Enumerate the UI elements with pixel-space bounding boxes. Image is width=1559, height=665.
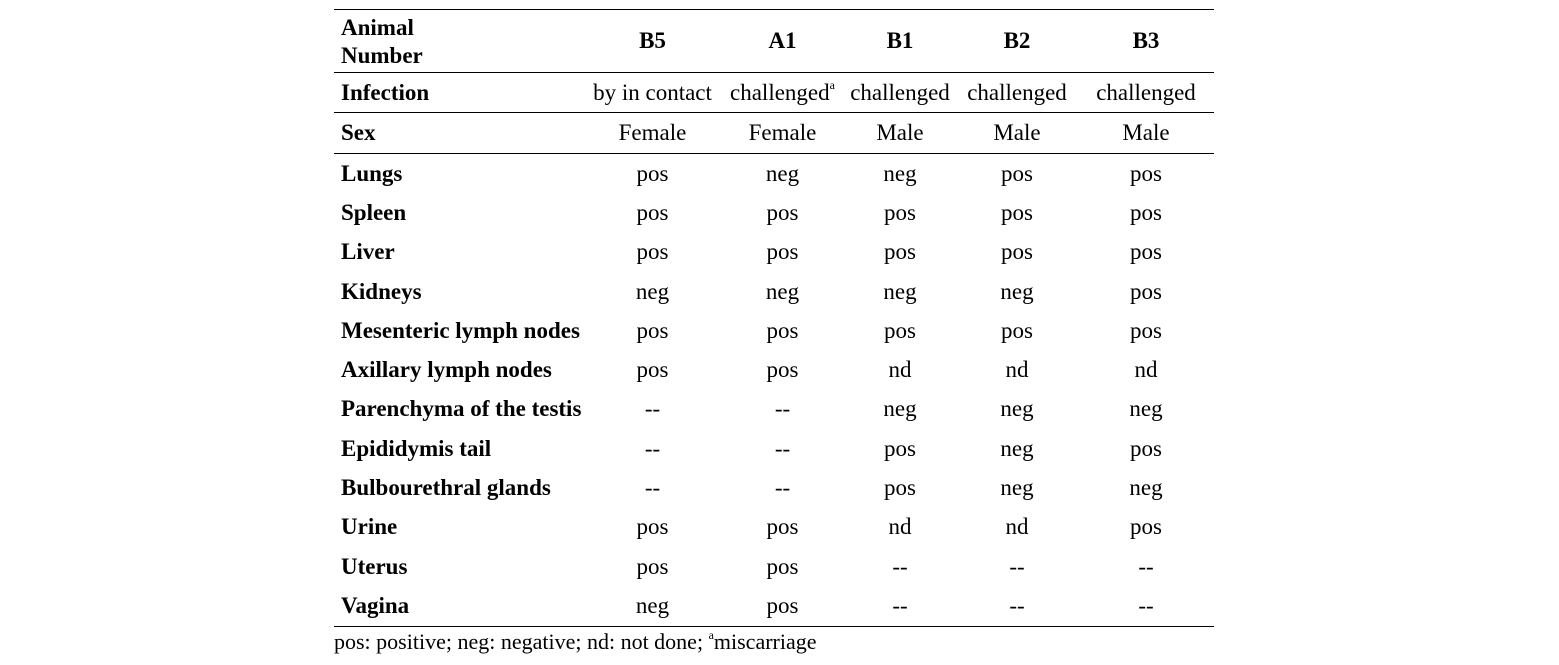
- cell-b5: pos: [636, 160, 669, 186]
- cell-b3: --: [1078, 586, 1214, 626]
- cell-a1: neg: [765, 278, 800, 304]
- cell-a1: --: [774, 475, 791, 501]
- results-table-container: [334, 9, 1214, 627]
- cell-b3: pos: [1130, 514, 1162, 540]
- cell-b2: neg: [1000, 396, 1034, 422]
- cell-b1: pos: [884, 317, 916, 343]
- cell-b3: pos: [1130, 317, 1162, 343]
- table-row: [334, 233, 1214, 272]
- cell-b2: nd: [1005, 357, 1029, 383]
- cell-b5: pos: [636, 357, 669, 383]
- row-label: Spleen: [341, 199, 407, 225]
- cell-b5: neg: [635, 278, 670, 304]
- cell-b5: pos: [636, 514, 669, 540]
- table-row: [334, 311, 1214, 350]
- row-label: Urine: [341, 514, 398, 540]
- infection-a1: [721, 73, 844, 113]
- sex-label: Sex: [334, 113, 584, 154]
- sex-row: [334, 113, 1214, 154]
- infection-row: [334, 73, 1214, 113]
- row-label: Vagina: [334, 586, 584, 626]
- cell-b3: neg: [1129, 396, 1163, 422]
- table-footnote: [334, 629, 817, 655]
- column-header-b5: B5: [584, 10, 721, 73]
- row-label: Axillary lymph nodes: [341, 357, 552, 383]
- header-row: [334, 10, 1214, 73]
- animal-number-header: [334, 10, 584, 73]
- row-label: Parenchyma of the testis: [341, 396, 582, 422]
- sex-a1: Female: [721, 113, 844, 154]
- cell-b3: nd: [1134, 357, 1158, 383]
- cell-b1: pos: [884, 435, 916, 461]
- cell-b3: pos: [1130, 239, 1162, 265]
- cell-b2: neg: [1000, 435, 1034, 461]
- cell-b2: --: [1009, 553, 1025, 579]
- cell-b1: pos: [884, 239, 916, 265]
- cell-b3: pos: [1130, 435, 1162, 461]
- cell-b5: --: [644, 396, 661, 422]
- cell-b2: pos: [1001, 199, 1033, 225]
- cell-a1: pos: [766, 553, 799, 579]
- sex-b2: Male: [956, 113, 1078, 154]
- cell-b5: pos: [636, 239, 669, 265]
- row-label: Uterus: [341, 553, 408, 579]
- cell-b1: pos: [884, 199, 916, 225]
- cell-b5: --: [644, 475, 661, 501]
- table-row: [334, 429, 1214, 468]
- cell-b5: pos: [636, 317, 669, 343]
- cell-b5: neg: [584, 586, 721, 626]
- infection-a1-footnote-marker: a: [829, 77, 835, 92]
- table-row: [334, 468, 1214, 507]
- cell-a1: pos: [766, 514, 799, 540]
- row-label: Liver: [341, 239, 395, 265]
- cell-b3: --: [1138, 553, 1154, 579]
- cell-b1: nd: [888, 357, 912, 383]
- table-row: [334, 547, 1214, 586]
- cell-b1: pos: [884, 475, 916, 501]
- cell-b2: pos: [1001, 160, 1033, 186]
- infection-b1: challenged: [844, 73, 956, 113]
- cell-b3: pos: [1130, 160, 1162, 186]
- cell-b2: pos: [1001, 239, 1033, 265]
- row-label: Kidneys: [341, 278, 422, 304]
- cell-a1: --: [774, 396, 791, 422]
- cell-b1: --: [844, 586, 956, 626]
- table-row: [334, 508, 1214, 547]
- column-header-a1: A1: [721, 10, 844, 73]
- cell-a1: pos: [721, 586, 844, 626]
- infection-label: Infection: [334, 73, 584, 113]
- animal-number-header-line1: Animal: [341, 14, 414, 40]
- cell-a1: --: [774, 435, 791, 461]
- infection-b2: challenged: [956, 73, 1078, 113]
- sex-b5: Female: [584, 113, 721, 154]
- table-row: [334, 586, 1214, 626]
- row-label: Bulbourethral glands: [341, 475, 551, 501]
- table-row: [334, 350, 1214, 389]
- cell-b1: --: [892, 553, 908, 579]
- results-table: [334, 9, 1214, 627]
- cell-b1: nd: [888, 514, 912, 540]
- cell-b5: pos: [636, 199, 669, 225]
- cell-b2: nd: [1005, 514, 1029, 540]
- footnote-text-miscarriage: miscarriage: [713, 629, 817, 654]
- infection-a1-value: challenged: [730, 79, 830, 105]
- column-header-b2: B2: [956, 10, 1078, 73]
- footnote-marker: a: [708, 627, 714, 642]
- cell-b2: neg: [1000, 278, 1034, 304]
- cell-a1: pos: [766, 199, 799, 225]
- cell-b1: neg: [883, 278, 917, 304]
- column-header-b1: B1: [844, 10, 956, 73]
- column-header-b3: B3: [1078, 10, 1214, 73]
- table-row: [334, 193, 1214, 232]
- cell-b2: pos: [1001, 317, 1033, 343]
- infection-b5: by in contact: [584, 73, 721, 113]
- cell-b1: neg: [883, 396, 917, 422]
- cell-a1: neg: [765, 160, 800, 186]
- cell-b3: pos: [1130, 278, 1162, 304]
- animal-number-header-line2: Number: [341, 42, 423, 68]
- cell-b3: pos: [1130, 199, 1162, 225]
- cell-a1: pos: [766, 317, 799, 343]
- cell-b5: pos: [636, 553, 669, 579]
- infection-b3: challenged: [1078, 73, 1214, 113]
- cell-a1: pos: [766, 357, 799, 383]
- cell-b1: neg: [883, 160, 917, 186]
- sex-b3: Male: [1078, 113, 1214, 154]
- table-row: [334, 154, 1214, 194]
- sex-b1: Male: [844, 113, 956, 154]
- cell-b3: neg: [1129, 475, 1163, 501]
- row-label: Lungs: [341, 160, 403, 186]
- cell-b2: --: [956, 586, 1078, 626]
- cell-b2: neg: [1000, 475, 1034, 501]
- table-row: [334, 272, 1214, 311]
- row-label: Mesenteric lymph nodes: [341, 317, 580, 343]
- cell-a1: pos: [766, 239, 799, 265]
- row-label: Epididymis tail: [341, 435, 492, 461]
- cell-b5: --: [644, 435, 661, 461]
- table-row: [334, 390, 1214, 429]
- footnote-text: pos: positive; neg: negative; nd: not done;: [334, 629, 709, 654]
